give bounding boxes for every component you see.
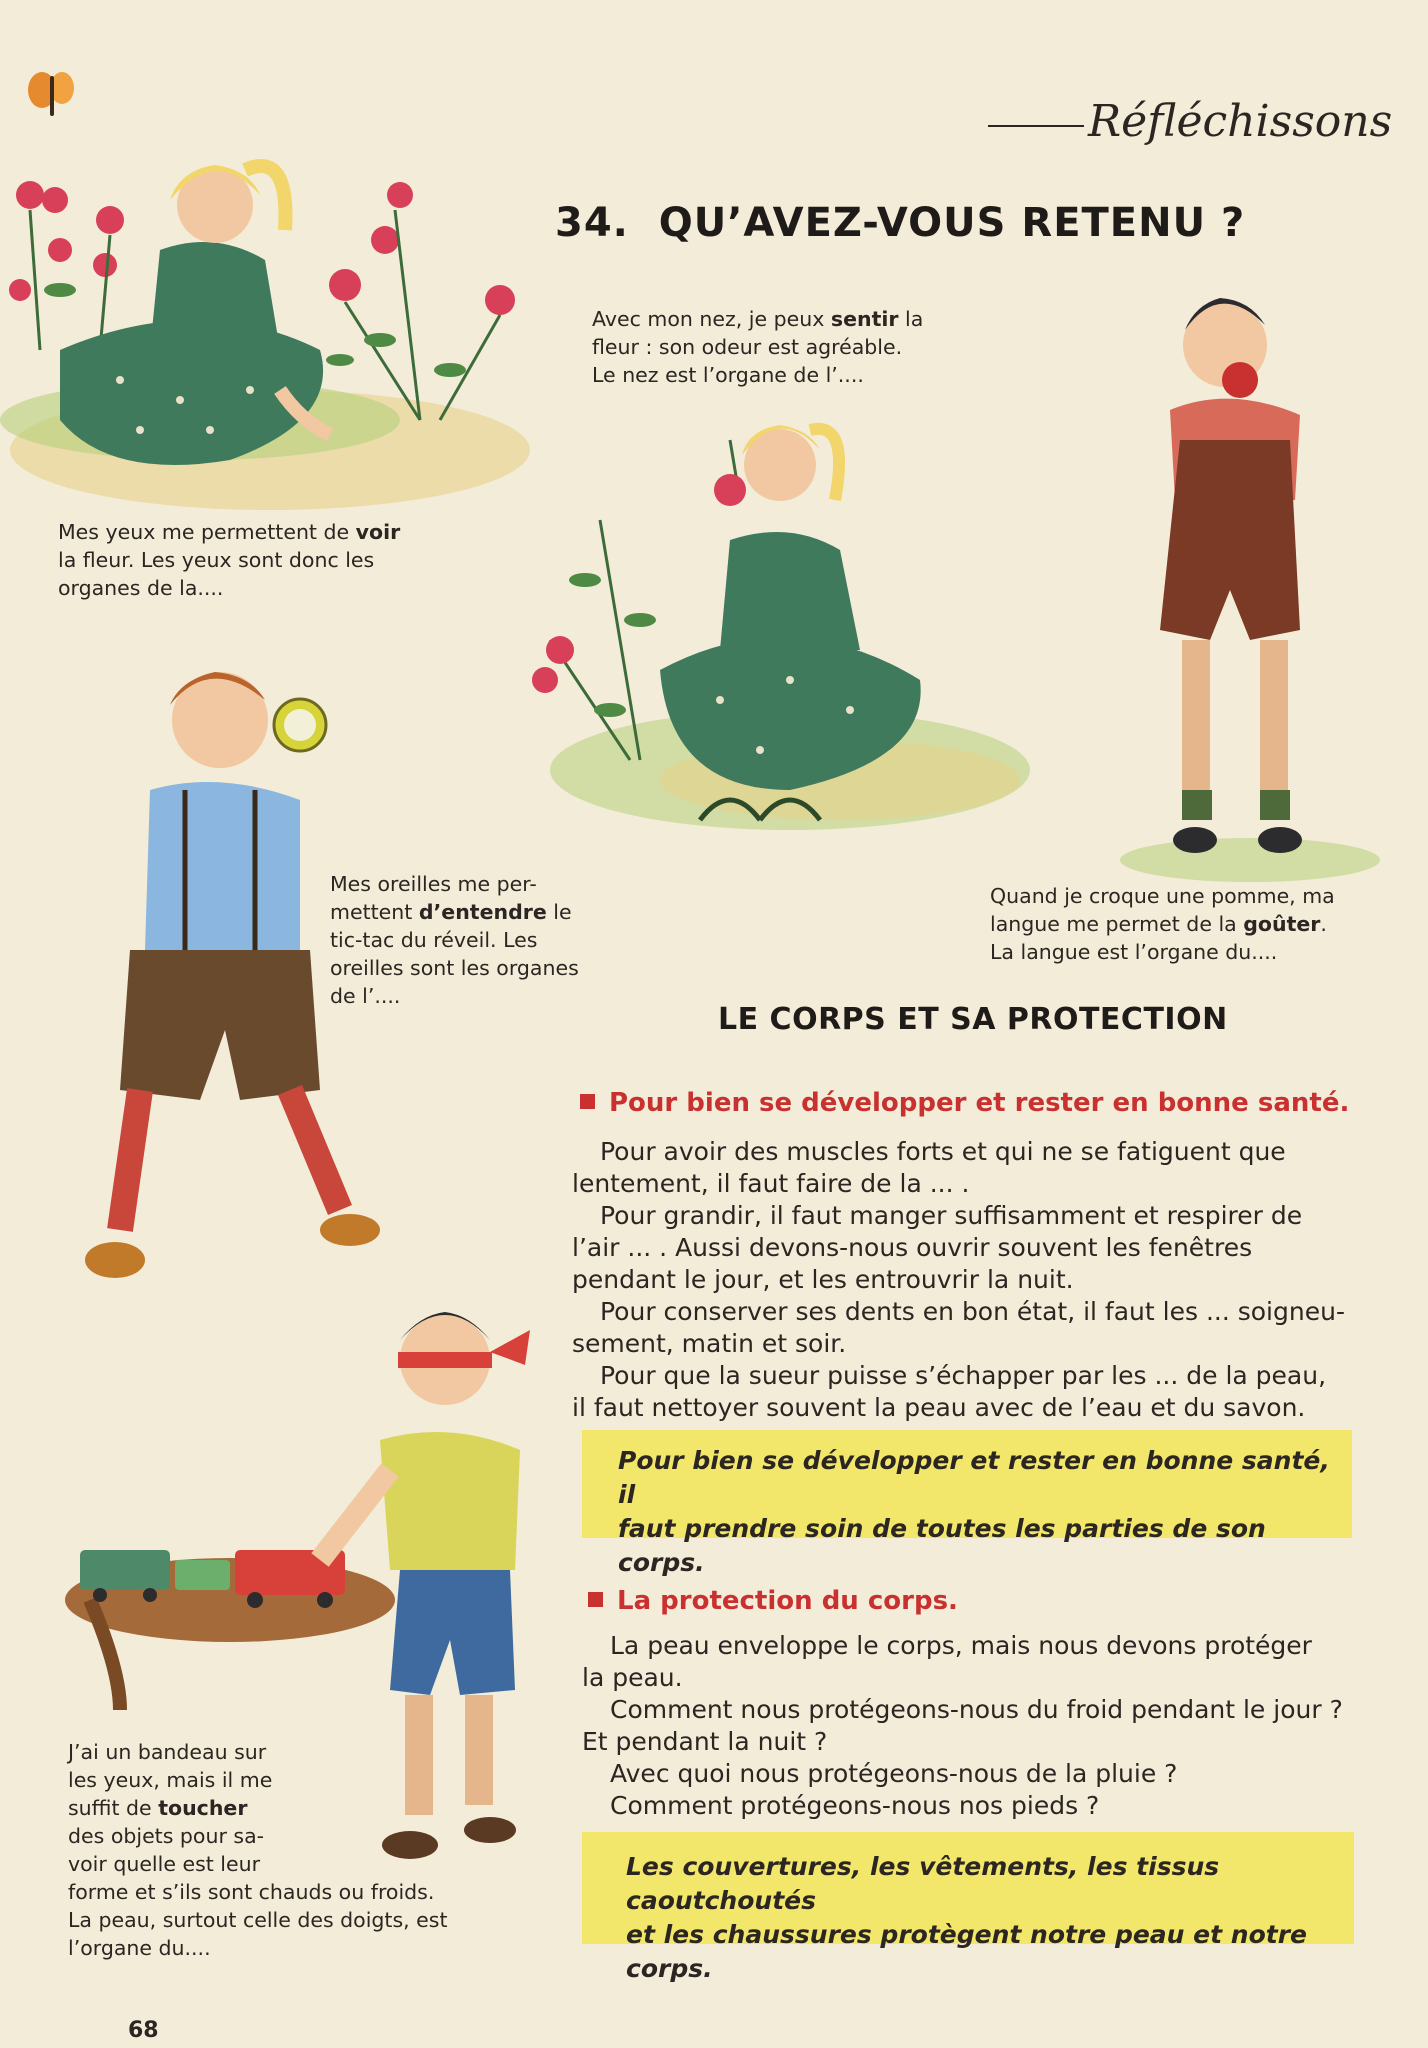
caption-smell: Avec mon nez, je peux sentir la fleur : son odeur est agréable. Le nez est l’organe de l’....	[592, 307, 924, 387]
heading-protection: La protection du corps.	[588, 1586, 958, 1616]
heading-health: Pour bien se développer et rester en bonne santé.	[580, 1088, 1349, 1118]
red-square-bullet-icon	[580, 1094, 595, 1109]
page-number: 68	[128, 2018, 159, 2043]
lesson-title	[555, 200, 1245, 246]
girl-smelling-flower-illustration	[490, 380, 1050, 860]
caption-hearing: Mes oreilles me per- mettent d’entendre le tic-tac du réveil. Les oreilles sont les organes de l’....	[330, 872, 579, 1008]
lesson-title-text: QU’AVEZ-VOUS RETENU ?	[658, 200, 1246, 246]
red-square-bullet-icon	[588, 1592, 603, 1607]
boy-eating-apple-illustration	[1100, 270, 1400, 890]
lesson-number: 34.	[555, 200, 629, 246]
caption-sight: Mes yeux me permettent de voir la fleur. Les yeux sont donc les organes de la....	[58, 520, 401, 600]
paragraph-protection: La peau enveloppe le corps, mais nous devons protéger la peau. Comment nous protégeons-nous du froid pendant le jour ? Et pendant la nuit ? Avec quoi nous protégeons-nous de la pluie ? Comment protégeons-nous nos pieds ?	[582, 1631, 1343, 1820]
summary-box-protection: Les couvertures, les vêtements, les tissus caoutchoutés et les chaussures protègent notre peau et notre corps.	[582, 1832, 1354, 1944]
girl-seeing-flower-illustration	[0, 90, 560, 530]
paragraph-health: Pour avoir des muscles forts et qui ne se fatiguent que lentement, il faut faire de la ... . Pour grandir, il faut manger suffisamment et respirer de l’air ... . Aussi devons-nous ouvrir souvent les fenêtres pendant le jour, et les entrouvrir la nuit. Pour conserver ses dents en bon état, il faut les ... soigneu- sement, matin et soir. Pour que la sueur puisse s’échapper par les ... de la peau, il faut nettoyer souvent la peau avec de l’eau et du savon.	[572, 1137, 1345, 1422]
caption-touch: J’ai un bandeau sur les yeux, mais il me suffit de toucher des objets pour sa- voir quelle est leur forme et s’ils sont chauds ou froids. La peau, surtout celle des doigts, est l’organe du....	[68, 1740, 448, 1960]
header-rule	[988, 125, 1084, 127]
section-title: LE CORPS ET SA PROTECTION	[718, 1002, 1228, 1037]
caption-taste: Quand je croque une pomme, ma langue me permet de la goûter. La langue est l’organe du....	[990, 884, 1335, 964]
section-label: Réfléchissons	[1088, 96, 1393, 147]
summary-box-health: Pour bien se développer et rester en bonne santé, il faut prendre soin de toutes les parties de son corps.	[582, 1430, 1352, 1538]
